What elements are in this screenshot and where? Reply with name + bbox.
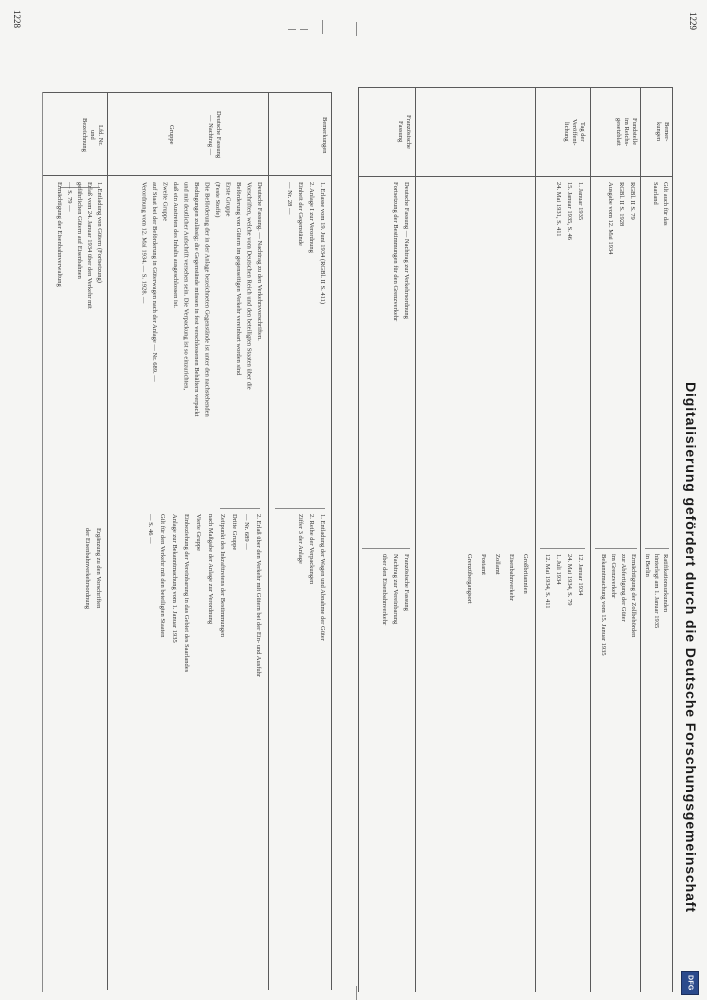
table-cell: 1. Januar 1935 15. Januar 1935, S. 46 24. Mai 1931, S. 411 bbox=[555, 182, 584, 240]
digitisation-credit: Digitalisierung gefördert durch die Deutsche Forschungsgemeinschaft bbox=[683, 382, 699, 913]
table-rule bbox=[590, 87, 591, 992]
table-cell: Ratifikationsurkunden hinterlegt am 1. Januar 1935 in Berlin bbox=[644, 554, 669, 629]
table-cell: RGBl. II S. 79 RGBl. II S. 1928 Ausgabe vom 12. Mai 1934 bbox=[607, 182, 636, 255]
dfg-logo-text: DFG bbox=[686, 975, 694, 991]
table-rule bbox=[42, 92, 332, 93]
table-rule bbox=[358, 87, 672, 88]
table-rule bbox=[535, 87, 536, 992]
table-cell: 12. Januar 1934 24. Mai 1934, S. 79 1. Juli 1934 12. Mai 1934, S. 411 bbox=[544, 554, 584, 609]
crop-mark bbox=[356, 986, 357, 1000]
table-cell: Französische Fassung Nachtrag zur Vereinbarung über den Eisenbahnverkehr bbox=[381, 554, 410, 626]
table-rule bbox=[640, 87, 641, 992]
table-rule bbox=[42, 175, 332, 176]
crop-mark bbox=[322, 20, 323, 34]
table-cell: Deutsche Fassung — Nachtrag zur Verkehrsordnung Fortsetzung der Bestimmungen für den Grenzverkehr bbox=[392, 182, 410, 322]
entry-separator bbox=[275, 508, 325, 509]
table-cell: 1. Entladung der Wagen und Abnahme der Güter 2. Reihe der Verpackungen Ziffer 3 der Anlage bbox=[297, 514, 326, 641]
table-rule bbox=[42, 92, 43, 992]
crop-mark bbox=[288, 29, 296, 30]
table-cell: Ergänzung zu den Vorschriften der Eisenbahnverkehrsordnung bbox=[84, 528, 102, 610]
column-header: Lfd. Nr. und Bezeichnung bbox=[81, 118, 104, 152]
column-header: Tag der Veröffent- lichung bbox=[563, 118, 586, 146]
table-rule bbox=[672, 87, 673, 992]
crop-mark bbox=[356, 22, 357, 36]
column-header: Französische Fassung bbox=[397, 115, 412, 149]
column-header: Bemerkungen bbox=[321, 116, 328, 154]
entry-separator bbox=[362, 548, 410, 549]
column-header: Gruppe bbox=[168, 125, 175, 145]
table-cell: Deutsche Fassung. — Nachtrag zu den Verkehrsvorschriften. Vorschriften, welche vom Deutschen Reich und den beteiligten Staaten über die Beförderung von Gütern im gegenseitigen Verkehr vereinbart worden sind Erste Gruppe (Feste Stoffe) Die Beförderung der in der Anlage bezeichneten Gegenstände ist unter den nachstehenden Bedingungen zulässig; die Gegenstände müssen in fest verschlossenen Behältern verpackt und mit deutlicher Aufschrift versehen sein. Die Verpackung ist so einzurichten, daß ein Austreten des Inhalts ausgeschlossen ist. Zweite Gruppe auf Staat bei der Beförderung in Güterwagen nach der Anlage — Nr. 689. — Verordnung vom 12. Mai 1934. — S. 1928. — bbox=[140, 182, 263, 417]
table-cell: 2. Erlaß über den Verkehr mit Gütern bei der Ein- und Ausfuhr — Nr. 689 — Dritte Gruppe Zeitpunkt des Inkrafttretens der Bestimmungen nach Maßgabe der Anlage zur Verordnung Vierte Gruppe Einbeziehung der Vereinbarung in das Gebiet des Saarlandes Anlage zur Bekanntmachung vom 1. Januar 1935 Gilt für den Verkehr mit den beteiligten Staaten — S. 46 — bbox=[147, 514, 262, 678]
table-cell: 1. Erlasse vom 19. Juni 1934 (RGBl. II S. 411) 2. Anlage I zur Verordnung Einheit der Gegenstände — Nr. 28 — bbox=[286, 182, 326, 304]
crop-mark bbox=[300, 29, 308, 30]
column-header: Fundstelle im Reichs- gesetzblatt bbox=[615, 117, 638, 147]
table-cell: Großbritannien Eisenbahnverkehr Zollamt Postamt Grenzübergangsort bbox=[466, 554, 529, 604]
entry-separator bbox=[595, 548, 637, 549]
page-number: 1229 bbox=[688, 12, 698, 30]
table-rule bbox=[107, 92, 108, 990]
entry-separator bbox=[540, 548, 585, 549]
table-cell: Ermächtigung der Zollbehörden zur Abfertigung der Güter im Grenzverkehr Bekanntmachung vom 15. Januar 1935 bbox=[600, 554, 637, 656]
table-rule bbox=[268, 92, 269, 990]
table-rule bbox=[358, 87, 359, 992]
dfg-logo bbox=[681, 971, 699, 995]
table-rule bbox=[358, 176, 672, 177]
entry-separator bbox=[645, 548, 669, 549]
column-header: Deutsche Fassung — Nachtrag — bbox=[207, 111, 222, 159]
table-rule bbox=[415, 87, 416, 992]
table-rule bbox=[331, 92, 332, 990]
entry-separator bbox=[220, 508, 260, 509]
table-cell: Gilt auch für das Saarland bbox=[652, 182, 669, 226]
table-cell: 1. Entladung von Gütern (Fortsetzung) Erlaß vom 24. Januar 1934 über den Verkehr mit gefährlichen Gütern auf Eisenbahnen — S. 79 — Ermächtigung der Eisenbahnverwaltung bbox=[56, 182, 103, 309]
column-header: Bemer- kungen bbox=[655, 122, 670, 142]
page-number: 1228 bbox=[12, 10, 22, 28]
